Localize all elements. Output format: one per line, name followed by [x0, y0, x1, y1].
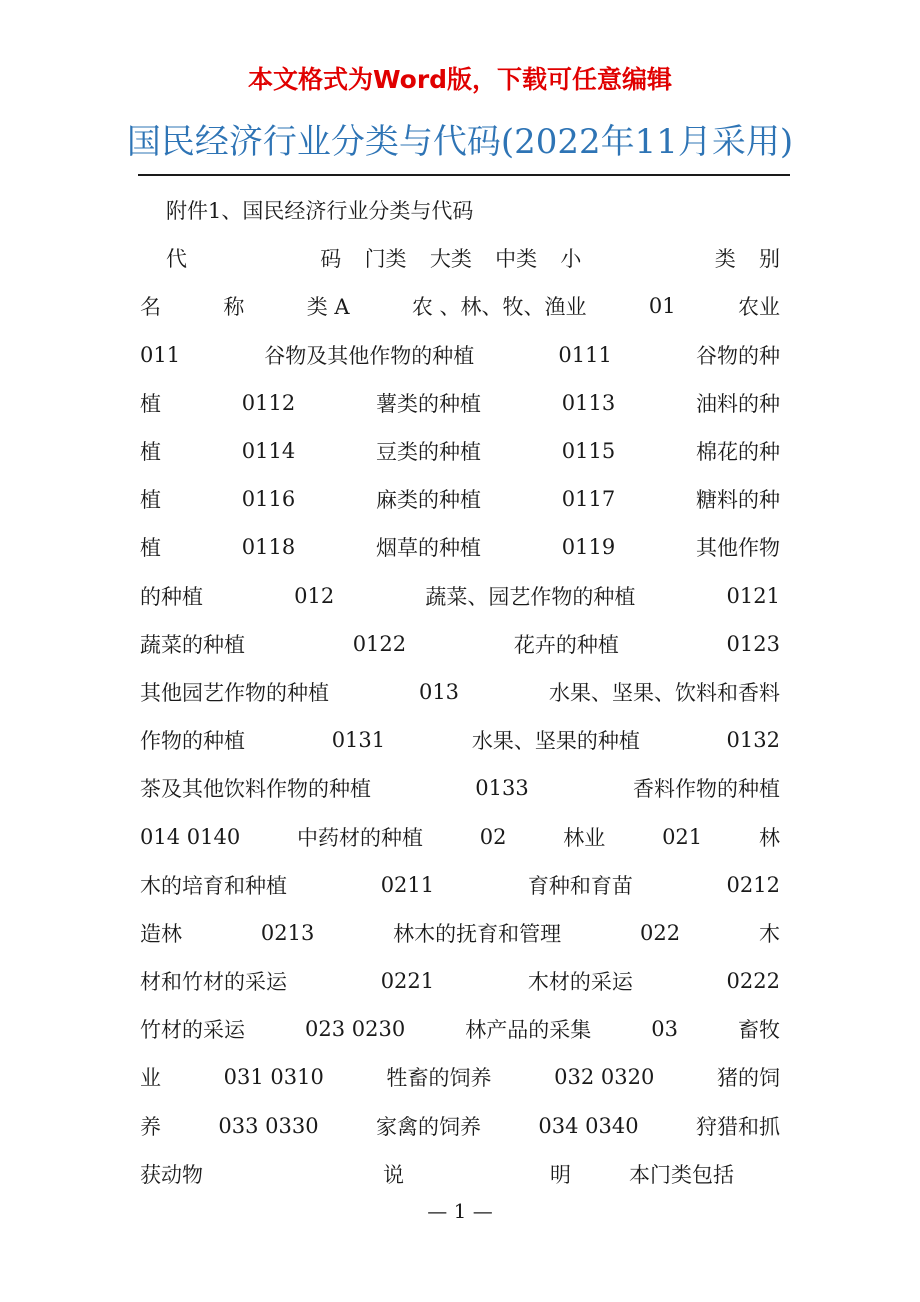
text-segment: 林产品的采集: [465, 1018, 592, 1043]
body-line: [140, 282, 780, 330]
text-segment: 中药材的种植: [296, 825, 423, 850]
text-segment: 狩猎和抓: [695, 1114, 780, 1139]
document-body: [140, 186, 780, 1198]
text-segment: 0119: [561, 535, 616, 560]
text-segment: 林: [758, 825, 780, 850]
text-segment: 类 A: [306, 295, 350, 320]
text-segment: 0123: [726, 631, 780, 656]
body-line: [140, 1005, 780, 1053]
text-segment: 0133: [475, 776, 529, 801]
text-segment: 木: [758, 921, 780, 946]
text-segment: 本门类包括: [629, 1162, 734, 1187]
body-line: [140, 861, 780, 909]
text-segment: 薯类的种植: [375, 391, 481, 416]
text-segment: 谷物及其他作物的种植: [264, 343, 475, 368]
attachment-heading-line: [140, 186, 780, 234]
text-segment: 养: [140, 1114, 161, 1139]
text-segment: 水果、坚果的种植: [471, 729, 640, 754]
text-segment: 01: [648, 294, 676, 319]
text-segment: 门类: [364, 247, 407, 272]
text-segment: 植: [140, 488, 161, 513]
text-segment: 作物的种植: [140, 729, 245, 754]
text-segment: 中类: [495, 247, 538, 272]
page-number: — 1 —: [427, 1199, 493, 1223]
body-line: [140, 475, 780, 523]
text-segment: 林业: [563, 825, 606, 850]
text-segment: 附件1、国民经济行业分类与代码: [166, 199, 474, 224]
text-segment: 蔬菜、园艺作物的种植: [425, 584, 636, 609]
text-segment: 0211: [380, 872, 435, 897]
body-line: [140, 523, 780, 571]
text-segment: 植: [140, 391, 161, 416]
text-segment: 的种植: [140, 584, 203, 609]
text-segment: 别: [758, 247, 780, 272]
body-line: [140, 572, 780, 620]
text-segment: 0111: [558, 342, 612, 367]
text-segment: 家禽的饲养: [375, 1114, 481, 1139]
text-segment: 021: [662, 824, 703, 849]
text-segment: 0122: [352, 631, 407, 656]
body-line: [140, 379, 780, 427]
text-segment: 称: [223, 295, 245, 320]
body-line: [140, 331, 780, 379]
text-segment: 0113: [561, 390, 616, 415]
text-segment: 糖料的种: [695, 488, 780, 513]
document-title: 国民经济行业分类与代码(2022年11月采用): [126, 122, 794, 162]
body-line: [140, 427, 780, 475]
text-segment: 牲畜的饲养: [386, 1066, 492, 1091]
text-segment: 033 0330: [218, 1113, 319, 1138]
text-segment: 02: [479, 824, 507, 849]
body-line: [140, 909, 780, 957]
text-segment: 013: [418, 679, 460, 704]
text-segment: 032 0320: [554, 1065, 655, 1090]
text-segment: 植: [140, 536, 161, 561]
text-segment: 造林: [140, 921, 182, 946]
text-segment: 名: [140, 295, 161, 320]
body-line: [140, 716, 780, 764]
text-segment: 0114: [241, 439, 296, 464]
text-segment: 0118: [241, 535, 296, 560]
text-segment: 0116: [241, 487, 296, 512]
text-segment: 011: [140, 342, 181, 367]
body-line: [140, 812, 780, 860]
text-segment: 03: [651, 1017, 678, 1042]
word-format-notice: 本文格式为Word版，下载可任意编辑: [247, 65, 673, 94]
text-segment: 说: [383, 1162, 404, 1187]
text-segment: 茶及其他饮料作物的种植: [140, 777, 371, 802]
text-segment: 0121: [726, 583, 780, 608]
text-segment: 谷物的种: [695, 343, 780, 368]
body-line: [140, 620, 780, 668]
text-segment: 022: [640, 920, 681, 945]
text-segment: 码: [320, 247, 342, 272]
text-segment: 棉花的种: [695, 440, 780, 465]
text-segment: 小: [560, 247, 582, 272]
text-segment: 类: [714, 247, 736, 272]
text-segment: 花卉的种植: [513, 632, 619, 657]
text-segment: 木材的采运: [527, 970, 633, 995]
title-divider: [138, 174, 790, 176]
text-segment: 植: [140, 440, 161, 465]
text-segment: 材和竹材的采运: [140, 970, 287, 995]
text-segment: 034 0340: [538, 1113, 639, 1138]
text-segment: 明: [550, 1162, 571, 1187]
text-segment: 代: [166, 247, 187, 272]
text-segment: 育种和育苗: [527, 873, 633, 898]
text-segment: 0222: [726, 969, 780, 994]
text-segment: 031 0310: [223, 1065, 324, 1090]
text-segment: 0112: [241, 390, 296, 415]
text-segment: 水果、坚果、饮料和香料: [549, 680, 780, 705]
text-segment: 0115: [561, 439, 616, 464]
text-segment: 其他园艺作物的种植: [140, 680, 329, 705]
text-segment: 烟草的种植: [375, 536, 481, 561]
text-segment: 麻类的种植: [375, 488, 481, 513]
text-segment: 0117: [561, 487, 616, 512]
text-segment: 012: [294, 583, 335, 608]
body-line: [140, 668, 780, 716]
text-segment: 业: [140, 1066, 161, 1091]
body-line: [140, 1150, 780, 1198]
text-segment: 木的培育和种植: [140, 873, 287, 898]
body-line: [140, 764, 780, 812]
text-segment: 农业: [737, 295, 780, 320]
text-segment: 大类: [429, 247, 472, 272]
body-line: [140, 234, 780, 282]
text-segment: 香料作物的种植: [632, 777, 780, 802]
text-segment: 014 0140: [140, 824, 241, 849]
text-segment: 竹材的采运: [140, 1018, 245, 1043]
body-line: [140, 1102, 780, 1150]
text-segment: 猪的饲: [716, 1066, 780, 1091]
text-segment: 0212: [726, 872, 780, 897]
text-segment: 蔬菜的种植: [140, 632, 245, 657]
text-segment: 油料的种: [695, 391, 780, 416]
body-line: [140, 957, 780, 1005]
text-segment: 畜牧: [738, 1018, 780, 1043]
text-segment: 0131: [331, 728, 386, 753]
text-segment: 0213: [260, 920, 315, 945]
text-segment: 豆类的种植: [375, 440, 481, 465]
text-segment: 0221: [380, 969, 435, 994]
text-segment: 获动物: [140, 1162, 203, 1187]
text-segment: 林木的抚育和管理: [393, 921, 562, 946]
body-line: [140, 1053, 780, 1101]
text-segment: 其他作物: [695, 536, 780, 561]
text-segment: 0132: [726, 728, 780, 753]
text-segment: 023 0230: [305, 1017, 406, 1042]
text-segment: 农 、林、牧、渔业: [411, 295, 587, 320]
